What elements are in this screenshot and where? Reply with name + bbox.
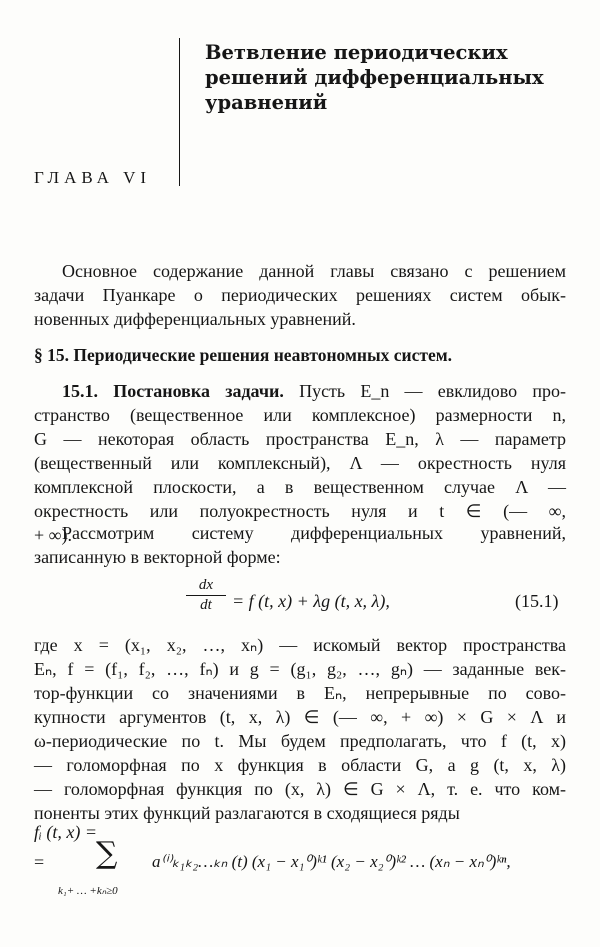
text-line: (вещественный или комплексный), Λ — окрестность нуля xyxy=(34,453,566,473)
equation-number: (15.1) xyxy=(515,591,559,611)
chapter-label: ГЛАВА VI xyxy=(34,168,152,187)
text-line: Основное содержание данной главы связано с решением xyxy=(62,261,566,281)
text-line: — голоморфная функция по (x, λ) ∈ G × Λ, т. е. что ком- xyxy=(34,779,566,799)
fraction-denominator: dt xyxy=(200,597,212,613)
fraction-numerator: dx xyxy=(198,577,214,593)
text-line: тор-функции со значениями в Eₙ, непрерывные по сово- xyxy=(34,683,566,703)
text-fragment: Пусть E_n — евклидово про- xyxy=(283,381,566,401)
derivative-fraction xyxy=(186,577,226,614)
text-line: окрестность или полуокрестность нуля и t ∈ (— ∞, xyxy=(34,501,566,521)
sum-symbol: ∑ xyxy=(96,836,118,871)
text-line: поненты этих функций разлагаются в сходящиеся ряды xyxy=(34,803,460,823)
series-term: a⁽ⁱ⁾ₖ₁ₖ₂…ₖₙ (t) (x₁ − x₁⁰)ᵏ¹ (x₂ − x₂⁰)ᵏ² … (xₙ − xₙ⁰)ᵏⁿ, xyxy=(152,852,511,871)
chapter-title-line: уравнений xyxy=(205,91,328,114)
intro-paragraph xyxy=(34,259,566,331)
text-line: задачи Пуанкаре о периодических решениях систем обык- xyxy=(34,285,566,305)
text-line xyxy=(34,379,566,403)
series-lhs: fᵢ (t, x) = xyxy=(34,822,97,842)
text-line: ω-периодические по t. Мы будем предполагать, что f (t, x) xyxy=(34,731,566,751)
section-title: § 15. Периодические решения неавтономных систем. xyxy=(34,345,453,365)
series-equals: = xyxy=(34,852,45,872)
chapter-title xyxy=(205,40,585,115)
text-line: G — некоторая область пространства E_n, λ — параметр xyxy=(34,429,566,449)
chapter-title-line: решений дифференциальных xyxy=(205,66,544,89)
subsection-heading: 15.1. Постановка задачи. xyxy=(62,381,284,401)
equation-rhs: = f (t, x) + λg (t, x, λ), xyxy=(232,591,390,611)
text-line: Eₙ, f = (f₁, f₂, …, fₙ) и g = (g₁, g₂, …, gₙ) — заданные век- xyxy=(34,659,566,679)
text-line: записанную в векторной форме: xyxy=(34,547,281,567)
consider-paragraph xyxy=(34,521,566,569)
chapter-divider xyxy=(179,38,180,186)
text-line: где x = (x₁, x₂, …, xₙ) — искомый вектор пространства xyxy=(34,635,566,655)
text-line: + ∞). xyxy=(34,525,72,545)
text-line: странство (вещественное или комплексное) размерности n, xyxy=(34,405,566,425)
text-line: комплексной плоскости, а в вещественном случае Λ — xyxy=(34,477,566,497)
fraction-bar xyxy=(186,595,226,596)
text-line: Рассмотрим систему дифференциальных уравнений, xyxy=(62,523,566,543)
text-line: купности аргументов (t, x, λ) ∈ (— ∞, + ∞) × G × Λ и xyxy=(34,707,566,727)
chapter-title-line: Ветвление периодических xyxy=(205,41,508,64)
sum-index: k₁+ … +kₙ≥0 xyxy=(58,885,118,897)
text-line: новенных дифференциальных уравнений. xyxy=(34,309,356,329)
definition-paragraph xyxy=(34,633,566,825)
text-line: — голоморфная по x функция в области G, а g (t, x, λ) xyxy=(34,755,566,775)
